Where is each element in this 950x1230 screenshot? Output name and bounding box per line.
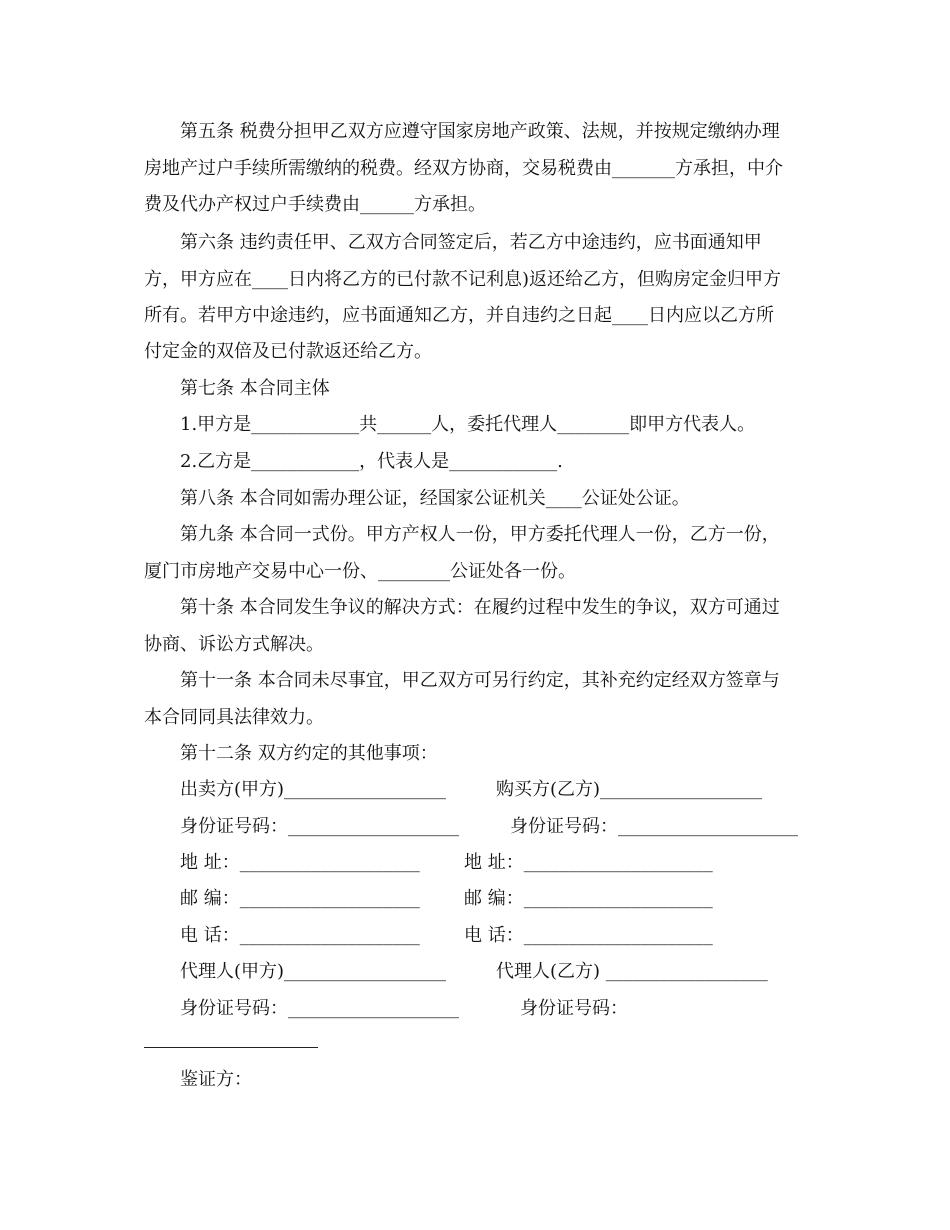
seller-id-field: 身份证号码：___________________ [180,816,459,837]
article-11-line-1: 第十一条 本合同未尽事宜，甲乙双方可另行约定，其补充约定经双方签章与 [180,670,780,691]
seller-agent-id-field: 身份证号码：___________________ [180,998,459,1019]
article-7-title: 第七条 本合同主体 [180,378,330,399]
article-7-party-a: 1.甲方是____________共______人，委托代理人________即甲方代表人。 [180,414,756,435]
article-12-title: 第十二条 双方约定的其他事项： [180,743,438,764]
buyer-agent-field: 代理人(乙方) __________________ [496,961,768,982]
article-6-line-2: 方，甲方应在____日内将乙方的已付款不记利息)返还给乙方，但购房定金归甲方 [144,269,782,290]
article-11-line-2: 本合同同具法律效力。 [144,707,324,728]
seller-phone-field: 电 话：____________________ [180,925,420,946]
buyer-signature-field: 购买方(乙方)__________________ [496,779,763,800]
seller-zip-field: 邮 编：____________________ [180,888,420,909]
article-5-line-3: 费及代办产权过户手续费由______方承担。 [144,194,486,215]
article-5-line-1: 第五条 税费分担甲乙双方应遵守国家房地产政策、法规，并按规定缴纳办理 [180,121,780,142]
article-10-line-1: 第十条 本合同发生争议的解决方式：在履约过程中发生的争议，双方可通过 [180,597,780,618]
article-9-line-1: 第九条 本合同一式份。甲方产权人一份，甲方委托代理人一份，乙方一份， [180,524,780,545]
buyer-address-field: 地 址：_____________________ [464,852,713,873]
seller-agent-field: 代理人(甲方)__________________ [180,961,447,982]
seller-address-field: 地 址：____________________ [180,852,420,873]
article-6-line-1: 第六条 违约责任甲、乙双方合同签定后，若乙方中途违约，应书面通知甲 [180,232,762,253]
article-5-line-2: 房地产过户手续所需缴纳的税费。经双方协商，交易税费由_______方承担，中介 [144,158,783,179]
article-6-line-3: 所有。若甲方中途违约，应书面通知乙方，并自违约之日起____日内应以乙方所 [144,305,774,326]
article-9-line-2: 厦门市房地产交易中心一份、________公证处各一份。 [144,561,576,582]
article-7-party-b: 2.乙方是____________，代表人是____________. [180,451,563,472]
witness-label: 鉴证方： [180,1069,252,1090]
buyer-agent-id-field: 身份证号码： [520,998,628,1019]
article-6-line-4: 付定金的双倍及已付款返还给乙方。 [144,341,432,362]
buyer-id-field: 身份证号码：____________________ [510,816,798,837]
buyer-agent-id-underline [144,1047,318,1048]
seller-signature-field: 出卖方(甲方)__________________ [180,779,447,800]
buyer-phone-field: 电 话：_____________________ [464,925,713,946]
article-10-line-2: 协商、诉讼方式解决。 [144,634,324,655]
article-8: 第八条 本合同如需办理公证，经国家公证机关____公证处公证。 [180,488,690,509]
buyer-zip-field: 邮 编：_____________________ [464,888,713,909]
